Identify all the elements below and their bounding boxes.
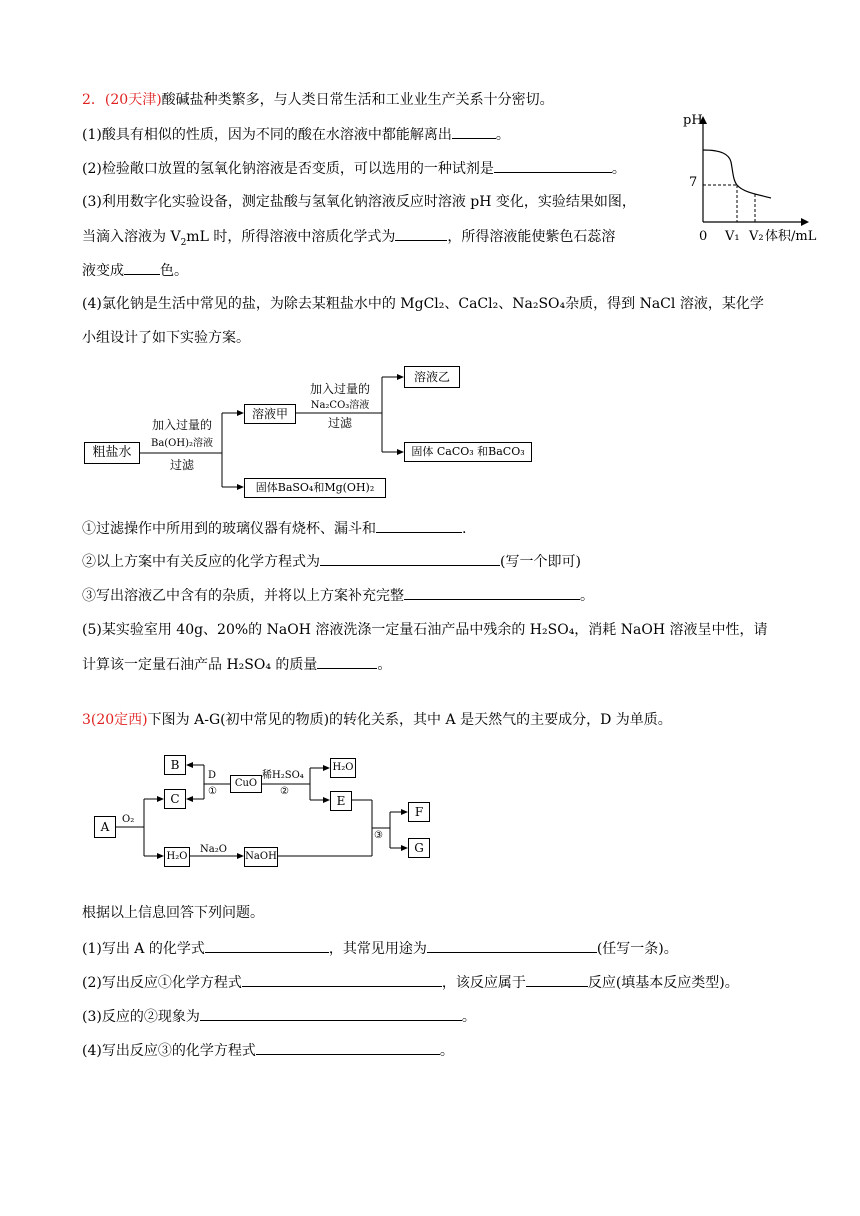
o2-label: O₂ [122,814,135,825]
q2-source: (20天津) [104,92,162,108]
solid-caco3-baco3-box: 固体 CaCO₃ 和BaCO₃ [404,442,532,462]
node-f: F [408,802,430,822]
q2-intro: 酸碱盐种类繁多，与人类日常生活和工业业生产关系十分密切。 [161,92,554,108]
v1-label: V₁ [725,229,740,244]
q2-number: 2． [82,92,105,108]
answer-blank[interactable] [320,551,500,566]
node-b: B [164,755,186,775]
q3-heading [82,710,672,730]
ph-graph [685,110,835,250]
dilute-h2so4-label: 稀H₂SO₄ [262,770,304,781]
node-c: C [164,789,186,809]
answer-blank[interactable] [526,972,588,987]
ph-axis-label: pH [683,113,703,128]
baoh2-solution-label: Ba(OH)₂溶液 [150,438,214,449]
node-h2o-bottom: H₂O [164,847,190,867]
q2-heading [82,90,554,110]
node-e: E [330,791,352,811]
node-h2o-top: H₂O [330,758,356,778]
solution-b-box: 溶液乙 [404,366,460,388]
filter-label-1: 过滤 [169,458,194,472]
node-cuo: CuO [230,775,262,793]
q2-sub2: ②以上方案中有关反应的化学方程式为 (写一个即可) [82,551,581,572]
q2-part1: (1)酸具有相似的性质，因为不同的酸在水溶液中都能解离出 。 [82,124,510,145]
reaction-3-marker: ③ [374,830,383,841]
crude-salt-water-box: 粗盐水 [84,442,140,464]
q3-part1: (1)写出 A 的化学式 ，其常见用途为 (任写一条)。 [82,938,678,959]
node-naoh: NaOH [244,847,278,867]
node-g: G [408,838,430,858]
filter-label-2: 过滤 [327,416,352,430]
add-baoh2-label: 加入过量的 [151,418,212,432]
solution-a-box: 溶液甲 [244,404,296,424]
node-a: A [94,816,116,838]
answer-blank[interactable] [242,972,442,987]
q2-part5-line1: (5)某实验室用 40g、20%的 NaOH 溶液洗涤一定量石油产品中残余的 H₂SO₄，消耗 NaOH 溶液呈中性，请 [82,622,768,638]
volume-axis-label: 体积/mL [765,229,817,244]
q3-part3: (3)反应的②现象为 。 [82,1006,476,1027]
q3-lead: 根据以上信息回答下列问题。 [82,905,264,921]
na2o-label: Na₂O [200,844,227,855]
answer-blank[interactable] [395,226,447,241]
q3-intro: 下图为 A-G(初中常见的物质)的转化关系，其中 A 是天然气的主要成分，D 为单质。 [147,712,672,728]
answer-blank[interactable] [494,158,612,173]
q2-part4-line1: (4)氯化钠是生活中常见的盐，为除去某粗盐水中的 MgCl₂、CaCl₂、Na₂SO₄杂质，得到 NaCl 溶液，某化学 [82,296,764,312]
q2-part5-line2: 计算该一定量石油产品 H₂SO₄ 的质量 。 [82,654,391,675]
answer-blank[interactable] [376,518,462,533]
answer-blank[interactable] [205,938,329,953]
answer-blank[interactable] [452,124,496,139]
q2-sub1: ①过滤操作中所用到的玻璃仪器有烧杯、漏斗和 . [82,518,466,539]
add-na2co3-label: 加入过量的 [309,382,370,396]
answer-blank[interactable] [256,1040,440,1055]
q2-part4-line2: 小组设计了如下实验方案。 [82,330,250,346]
ph-tick-7: 7 [689,175,698,190]
q2-part2: (2)检验敞口放置的氢氧化钠溶液是否变质，可以选用的一种试剂是 。 [82,158,626,179]
purification-flowchart [82,360,542,500]
answer-blank[interactable] [124,260,160,275]
solid-baso4-mgoh2-box: 固体BaSO₄和Mg(OH)₂ [244,478,386,498]
answer-blank[interactable] [200,1006,462,1021]
reaction-2-marker: ② [280,786,289,797]
answer-blank[interactable] [427,938,597,953]
answer-blank[interactable] [404,585,580,600]
q3-part2: (2)写出反应①化学方程式 ，该反应属于 反应(填基本反应类型)。 [82,972,739,993]
q2-part3-line1: (3)利用数字化实验设备，测定盐酸与氢氧化钠溶液反应时溶液 pH 变化，实验结果如图， [82,194,636,210]
v2-label: V₂ [749,229,764,244]
conversion-diagram [92,752,442,870]
na2co3-solution-label: Na₂CO₃溶液 [310,400,370,411]
reaction-1-marker: ① [208,786,217,797]
q2-sub3: ③写出溶液乙中含有的杂质，并将以上方案补充完整 。 [82,585,594,606]
origin-label: 0 [699,229,708,244]
q3-number: 3(20定西) [82,712,148,728]
q3-part4: (4)写出反应③的化学方程式 。 [82,1040,454,1061]
d-label: D [208,770,217,781]
q2-part3-line2: 当滴入溶液为 $V_2mL$ 时，所得溶液中溶质化学式为 ，所得溶液能使紫色石蕊溶 [82,226,615,253]
answer-blank[interactable] [317,654,377,669]
q2-part3-line3: 液变成 色。 [82,260,188,281]
